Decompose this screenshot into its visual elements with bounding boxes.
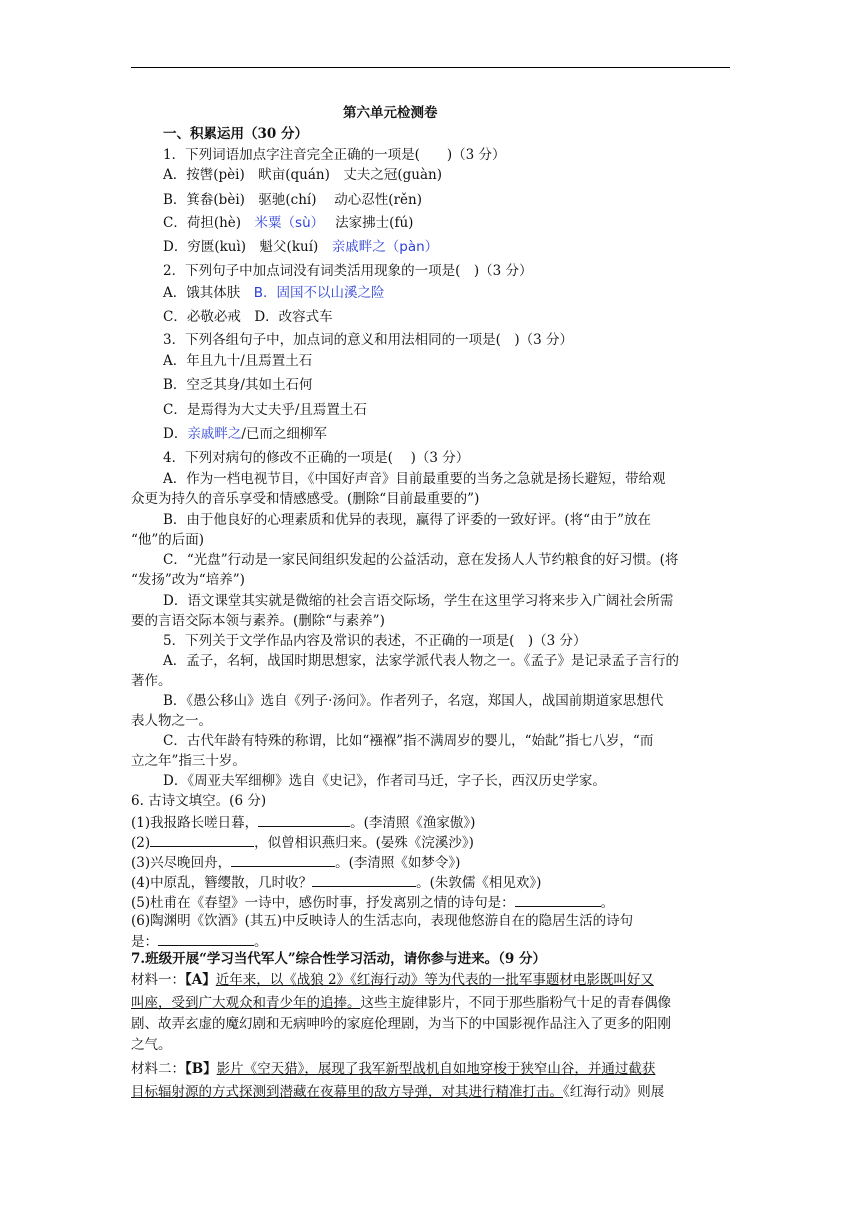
q4-stem: 4．下列对病句的修改不正确的一项是( )（3 分） <box>163 450 470 466</box>
page-title: 第六单元检测卷 <box>343 105 438 121</box>
q6-line6: (6)陶渊明《饮酒》(其五)中反映诗人的生活志向，表现他悠游自在的隐居生活的诗句 <box>131 913 634 929</box>
q4-c-line2: “发扬”改为“培养”) <box>131 572 245 588</box>
q2-option-ab <box>163 284 385 302</box>
q5-d: D．《周亚夫军细柳》选自《史记》，作者司马迁，字子长，西汉历史学家。 <box>163 773 606 789</box>
q6-l4-blank[interactable] <box>312 872 416 887</box>
q5-c-line1: C．古代年龄有特殊的称谓，比如“襁褓”指不满周岁的婴儿，“始龀”指七八岁，“而 <box>163 733 654 749</box>
q4-c-line1: C．“光盘”行动是一家民间组织发起的公益活动，意在发扬人人节约粮食的好习惯。(将 <box>163 552 679 568</box>
q6-l3-blank[interactable] <box>231 852 335 867</box>
q1-option-d <box>163 238 438 256</box>
q3-stem: 3．下列各组句子中，加点词的意义和用法相同的一项是( )（3 分） <box>163 332 574 348</box>
q3-d-rest: /已而之细柳军 <box>241 426 327 442</box>
q5-stem: 5．下列关于文学作品内容及常识的表述，不正确的一项是( )（3 分） <box>163 633 587 649</box>
q6-line4 <box>131 872 541 892</box>
q7-material1-line2 <box>131 994 671 1012</box>
q7-m1-underlined: 近年来，以《战狼 2》《红海行动》等为代表的一批军事题材电影既叫好又 <box>215 972 654 988</box>
q7-m2-l2-text: 《红海行动》则展 <box>563 1084 665 1100</box>
q6-l5-blank[interactable] <box>515 892 601 907</box>
q7-material1-line4: 之气。 <box>131 1037 172 1053</box>
q6-l6-end: 。 <box>254 934 268 950</box>
q3-option-b: B．空乏其身/其如土石何 <box>163 377 313 393</box>
q7-m1-label: 材料一： <box>131 972 185 988</box>
q3-d-label: D． <box>163 426 188 442</box>
q6-l3-source: 。(李清照《如梦令》) <box>335 855 461 871</box>
q7-material1-line1 <box>131 971 654 989</box>
q7-material2-line2 <box>131 1083 664 1101</box>
q7-m2-label: 材料二： <box>131 1061 185 1077</box>
q6-line1 <box>131 812 475 832</box>
q7-m1-tag: 【A】 <box>185 972 216 988</box>
q7-material2-line1 <box>131 1060 655 1078</box>
q6-l5-text: (5)杜甫在《春望》一诗中，感伤时事，抒发离别之情的诗句是： <box>131 895 515 911</box>
q6-stem: 6. 古诗文填空。(6 分) <box>131 793 267 809</box>
q7-m2-underlined: 影片《空天猎》，展现了我军新型战机自如地穿梭于狭窄山谷，并通过截获 <box>216 1061 656 1077</box>
q1-stem: 1．下列词语加点字注音完全正确的一项是( )（3 分） <box>163 147 506 163</box>
q2-a: A．饿其体肤 <box>163 285 241 301</box>
q5-c-line2: 立之年”指三十岁。 <box>131 753 246 769</box>
q7-stem: 7.班级开展“学习当代军人”综合性学习活动，请你参与进来。（9 分） <box>131 951 546 967</box>
q4-b-line2: “他”的后面) <box>131 532 205 548</box>
q3-option-d <box>163 425 327 443</box>
q6-l5-end: 。 <box>600 895 615 911</box>
q4-a-line1: A．作为一档电视节目，《中国好声音》目前最重要的当务之急就是扬长避短，带给观 <box>163 471 666 487</box>
q4-b-line1: B．由于他良好的心理素质和优异的表现，赢得了评委的一致好评。(将“由于”放在 <box>163 512 651 528</box>
q6-l4-text: (4)中原乱，簪缨散，几时收？ <box>131 875 313 891</box>
q1-d-text: D．穷匮(kuì) 魁父(kuí) <box>163 239 332 255</box>
q6-l2-blank[interactable] <box>150 832 254 847</box>
q1-option-a: A．按辔(pèi) 畎亩(quán) 丈夫之冠(guàn) <box>163 167 442 183</box>
q6-l2-source: ，似曾相识燕归来。(晏殊《浣溪沙》) <box>254 835 474 851</box>
q7-m2-l2-underlined: 目标辐射源的方式探测到潜藏在夜幕里的敌方导弹，对其进行精准打击。 <box>131 1084 563 1100</box>
q3-option-c: C．是焉得为大丈夫乎/且焉置土石 <box>163 402 367 418</box>
q5-b-line1: B．《愚公移山》选自《列子·汤问》。作者列子，名寇，郑国人，战国前期道家思想代 <box>163 693 664 709</box>
q2-b-handwritten: B．固国不以山溪之险 <box>253 285 385 301</box>
q5-b-line2: 表人物之一。 <box>131 713 212 729</box>
q6-l4-source: 。(朱敦儒《相见欢》) <box>416 875 542 891</box>
q7-material1-line3: 剧、故弄玄虚的魔幻剧和无病呻吟的家庭伦理剧，为当下的中国影视作品注入了更多的阳刚 <box>131 1016 671 1032</box>
q1-c-handwritten: 米粟（sù） <box>254 215 318 231</box>
q6-l6-blank[interactable] <box>158 931 254 946</box>
q6-l2-text: (2) <box>131 835 151 851</box>
q6-line2 <box>131 832 474 852</box>
q6-l6-text: 是： <box>131 934 158 950</box>
section-heading: 一、积累运用（30 分） <box>163 126 308 142</box>
q6-line5 <box>131 892 614 912</box>
q1-d-handwritten: 亲戚畔之（pàn） <box>331 239 439 255</box>
q7-m2-tag: 【B】 <box>185 1061 217 1077</box>
q4-d-line1: D．语文课堂其实就是微缩的社会言语交际场，学生在这里学习将来步入广阔社会所需 <box>163 593 674 609</box>
q4-d-line2: 要的言语交际本领与素养。(删除“与素养”) <box>131 613 385 629</box>
q4-a-line2: 众更为持久的音乐享受和情感感受。(删除“目前最重要的”) <box>131 491 480 507</box>
q2-stem: 2．下列句子中加点词没有词类活用现象的一项是( )（3 分） <box>163 263 533 279</box>
q5-a-line2: 著作。 <box>131 673 172 689</box>
q7-m1-l2-text: 这些主旋律影片，不同于那些脂粉气十足的青春偶像 <box>360 995 671 1011</box>
q3-d-handwritten: 亲戚畔之 <box>187 426 242 442</box>
q1-c-rest: 法家拂士(fú) <box>317 215 414 231</box>
q2-option-cd: C．必敬必戒 D．改容式车 <box>163 309 333 325</box>
q5-a-line1: A．孟子，名轲，战国时期思想家，法家学派代表人物之一。《孟子》是记录孟子言行的 <box>163 653 679 669</box>
q6-l3-text: (3)兴尽晚回舟， <box>131 855 232 871</box>
q6-l1-text: (1)我报路长嗟日暮， <box>131 815 259 831</box>
q3-option-a: A．年且九十/且焉置土石 <box>163 353 313 369</box>
q1-option-b: B．箕畚(bèi) 驱驰(chí) 动心忍性(rěn) <box>163 192 422 208</box>
q1-c-text: C．荷担(hè) <box>163 215 255 231</box>
q6-line6b <box>131 931 268 951</box>
q6-l1-blank[interactable] <box>258 812 350 827</box>
q6-l1-source: 。(李清照《渔家傲》) <box>350 815 476 831</box>
q7-m1-l2-underlined: 叫座，受到广大观众和青少年的追捧。 <box>131 995 361 1011</box>
header-rule <box>131 67 730 68</box>
q1-option-c <box>163 214 413 232</box>
q6-line3 <box>131 852 460 872</box>
